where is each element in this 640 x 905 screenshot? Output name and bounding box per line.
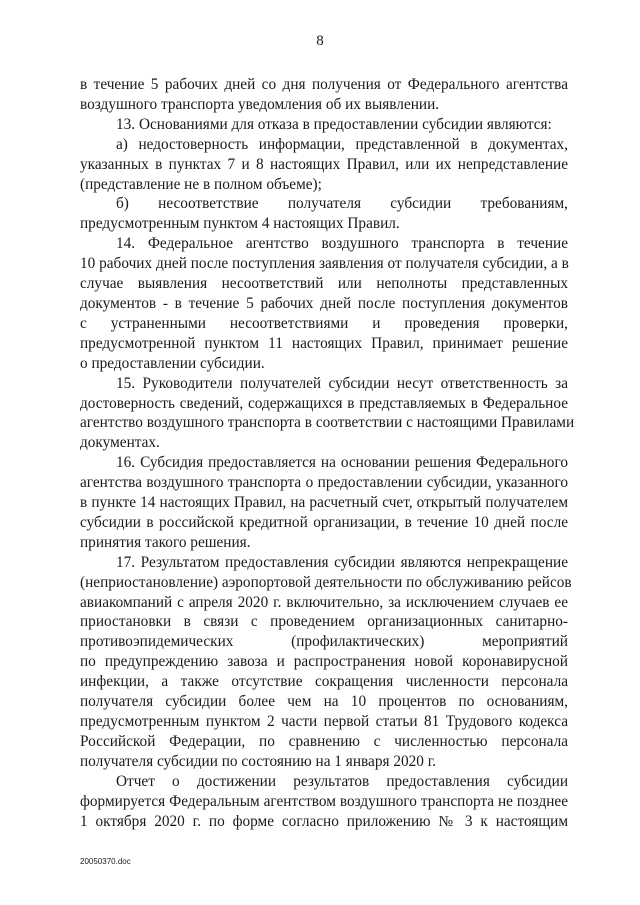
- text-line: (неприостановление) аэропортовой деятельности по обслуживанию рейсов: [80, 573, 572, 591]
- paragraph: [80, 234, 568, 373]
- text-line: предусмотренной пунктом 11 настоящих Правил, принимает решение: [80, 334, 568, 352]
- text-line: предусмотренным пунктом 2 части первой статьи 81 Трудового кодекса: [80, 713, 568, 730]
- text-line: принятия такого решения.: [80, 533, 251, 551]
- text-line: предусмотренным пунктом 4 настоящих Правил.: [80, 215, 400, 233]
- text-line: с устраненными несоответствиями и проведения проверки,: [80, 314, 568, 332]
- text-line: о предоставлении субсидии.: [80, 354, 265, 372]
- paragraph: [80, 553, 572, 772]
- text-line: 17. Результатом предоставления субсидии являются непрекращение: [116, 553, 568, 571]
- text-line: Российской Федерации, по сравнению с численностью персонала: [80, 732, 568, 750]
- text-line: в пункте 14 настоящих Правил, на расчетный счет, открытый получателем: [80, 494, 568, 512]
- text-line: по предупреждению завоза и распространения новой коронавирусной: [80, 653, 568, 671]
- text-line: 10 рабочих дней после поступления заявления от получателя субсидии, а в: [80, 255, 569, 273]
- paragraph: [80, 453, 568, 553]
- document-body: [80, 75, 575, 831]
- text-line: 16. Субсидия предоставляется на основании решения Федерального: [116, 454, 568, 472]
- text-line: агентство воздушного транспорта в соответствии с настоящими Правилами: [80, 414, 575, 432]
- text-line: противоэпидемических (профилактических) мероприятий: [80, 633, 568, 651]
- text-line: субсидии в российской кредитной организации, в течение 10 дней после: [80, 513, 568, 531]
- paragraph: [80, 115, 568, 135]
- text-line: б) несоответствие получателя субсидии требованиям,: [116, 195, 568, 213]
- text-line: документах.: [80, 434, 160, 452]
- text-line: формируется Федеральным агентством воздушного транспорта не позднее: [80, 792, 568, 810]
- text-line: 14. Федеральное агентство воздушного транспорта в течение: [116, 235, 568, 253]
- text-line: 1 октября 2020 г. по форме согласно приложению № 3 к настоящим: [80, 812, 568, 830]
- text-line: в течение 5 рабочих дней со дня получения от Федерального агентства: [80, 76, 568, 93]
- text-line: получателя субсидии по состоянию на 1 января 2020 г.: [80, 752, 437, 770]
- footer-filename: 20050370.doc: [80, 857, 131, 866]
- text-line: случае выявления несоответствий или неполноты представленных: [80, 275, 568, 293]
- text-line: документов - в течение 5 рабочих дней после поступления документов: [80, 294, 568, 312]
- text-line: воздушного транспорта уведомления об их выявлении.: [80, 95, 440, 113]
- text-line: 15. Руководители получателей субсидии несут ответственность за: [116, 374, 568, 392]
- text-line: 13. Основаниями для отказа в предоставлении субсидии являются:: [116, 115, 552, 133]
- paragraph: [80, 194, 568, 234]
- text-line: приостановки в связи с проведением организационных санитарно-: [80, 613, 568, 631]
- text-line: а) недостоверность информации, представленной в документах,: [116, 135, 568, 153]
- paragraph: [80, 374, 575, 454]
- paragraph: [80, 135, 568, 195]
- text-line: достоверность сведений, содержащихся в представляемых в Федеральное: [80, 394, 568, 412]
- text-line: указанных в пунктах 7 и 8 настоящих Правил, или их непредставление: [80, 155, 568, 173]
- text-line: Отчет о достижении результатов предоставления субсидии: [116, 772, 568, 790]
- page-number: 8: [316, 33, 324, 49]
- text-line: агентства воздушного транспорта о предоставлении субсидии, указанного: [80, 474, 568, 492]
- text-line: авиакомпаний с апреля 2020 г. включительно, за исключением случаев ее: [80, 593, 568, 611]
- paragraph: [80, 772, 568, 832]
- text-line: инфекции, а также отсутствие сокращения численности персонала: [80, 673, 568, 691]
- text-line: (представление не в полном объеме);: [80, 175, 322, 193]
- paragraph: [80, 75, 568, 115]
- text-line: получателя субсидии более чем на 10 процентов по основаниям,: [80, 693, 568, 711]
